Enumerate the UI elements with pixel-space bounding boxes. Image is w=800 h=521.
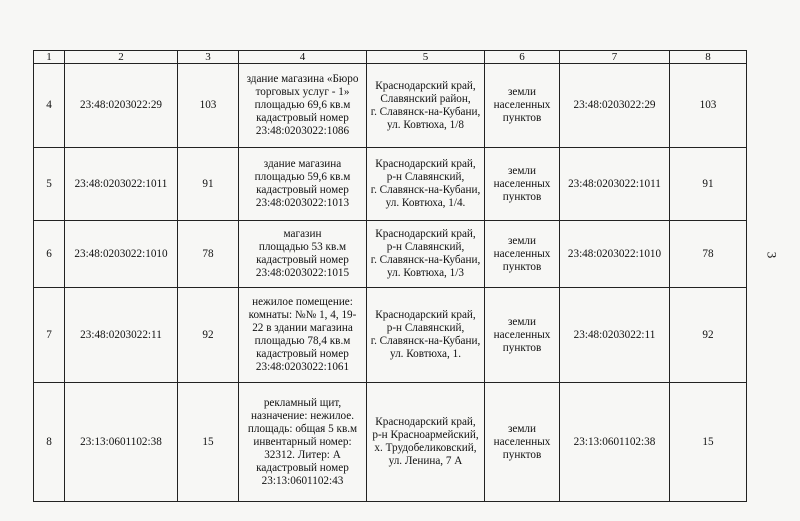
column-header: 2 bbox=[65, 51, 178, 64]
column-header: 7 bbox=[560, 51, 670, 64]
land-cadastral-number-2: 23:48:0203022:11 bbox=[560, 288, 670, 383]
object-address: Краснодарский край, Славянский район, г. Славянск-на-Кубани, ул. Ковтюха, 1/8 bbox=[367, 64, 485, 148]
table-row bbox=[34, 148, 747, 221]
land-category: земли населенных пунктов bbox=[485, 221, 560, 288]
land-cadastral-number-2: 23:13:0601102:38 bbox=[560, 383, 670, 502]
id-number-2: 103 bbox=[670, 64, 747, 148]
row-number: 5 bbox=[34, 148, 65, 221]
land-category: земли населенных пунктов bbox=[485, 383, 560, 502]
column-header: 8 bbox=[670, 51, 747, 64]
object-address: Краснодарский край, р-н Славянский, г. Славянск-на-Кубани, ул. Ковтюха, 1. bbox=[367, 288, 485, 383]
table-row bbox=[34, 383, 747, 502]
object-description: здание магазина площадью 59,6 кв.м кадастровый номер 23:48:0203022:1013 bbox=[239, 148, 367, 221]
land-cadastral-number: 23:48:0203022:1011 bbox=[65, 148, 178, 221]
land-category: земли населенных пунктов bbox=[485, 148, 560, 221]
id-number: 15 bbox=[178, 383, 239, 502]
land-cadastral-number: 23:48:0203022:11 bbox=[65, 288, 178, 383]
row-number: 7 bbox=[34, 288, 65, 383]
land-cadastral-number-2: 23:48:0203022:29 bbox=[560, 64, 670, 148]
column-header: 3 bbox=[178, 51, 239, 64]
column-header: 4 bbox=[239, 51, 367, 64]
object-address: Краснодарский край, р-н Славянский, г. Славянск-на-Кубани, ул. Ковтюха, 1/4. bbox=[367, 148, 485, 221]
column-number-header-row bbox=[34, 51, 747, 64]
object-address: Краснодарский край, р-н Красноармейский, х. Трудобеликовский, ул. Ленина, 7 А bbox=[367, 383, 485, 502]
id-number: 78 bbox=[178, 221, 239, 288]
row-number: 8 bbox=[34, 383, 65, 502]
id-number-2: 91 bbox=[670, 148, 747, 221]
land-cadastral-number: 23:48:0203022:29 bbox=[65, 64, 178, 148]
page-number: 3 bbox=[764, 251, 780, 259]
object-description: здание магазина «Бюро торговых услуг - 1» площадью 69,6 кв.м кадастровый номер 23:48:0203022:1086 bbox=[239, 64, 367, 148]
column-header: 5 bbox=[367, 51, 485, 64]
id-number-2: 15 bbox=[670, 383, 747, 502]
column-header: 6 bbox=[485, 51, 560, 64]
id-number: 91 bbox=[178, 148, 239, 221]
property-registry-table bbox=[33, 50, 747, 502]
land-cadastral-number-2: 23:48:0203022:1011 bbox=[560, 148, 670, 221]
row-number: 6 bbox=[34, 221, 65, 288]
table-row bbox=[34, 221, 747, 288]
id-number-2: 92 bbox=[670, 288, 747, 383]
id-number-2: 78 bbox=[670, 221, 747, 288]
id-number: 92 bbox=[178, 288, 239, 383]
object-description: нежилое помещение: комнаты: №№ 1, 4, 19- 22 в здании магазина площадью 78,4 кв.м кадастровый номер 23:48:0203022:1061 bbox=[239, 288, 367, 383]
object-description: магазин площадью 53 кв.м кадастровый номер 23:48:0203022:1015 bbox=[239, 221, 367, 288]
land-cadastral-number-2: 23:48:0203022:1010 bbox=[560, 221, 670, 288]
land-category: земли населенных пунктов bbox=[485, 64, 560, 148]
object-description: рекламный щит, назначение: нежилое. площадь: общая 5 кв.м инвентарный номер: 32312. Литер: А кадастровый номер 23:13:0601102:43 bbox=[239, 383, 367, 502]
land-category: земли населенных пунктов bbox=[485, 288, 560, 383]
column-header: 1 bbox=[34, 51, 65, 64]
table-row bbox=[34, 288, 747, 383]
object-address: Краснодарский край, р-н Славянский, г. Славянск-на-Кубани, ул. Ковтюха, 1/3 bbox=[367, 221, 485, 288]
land-cadastral-number: 23:13:0601102:38 bbox=[65, 383, 178, 502]
land-cadastral-number: 23:48:0203022:1010 bbox=[65, 221, 178, 288]
row-number: 4 bbox=[34, 64, 65, 148]
id-number: 103 bbox=[178, 64, 239, 148]
table-row bbox=[34, 64, 747, 148]
